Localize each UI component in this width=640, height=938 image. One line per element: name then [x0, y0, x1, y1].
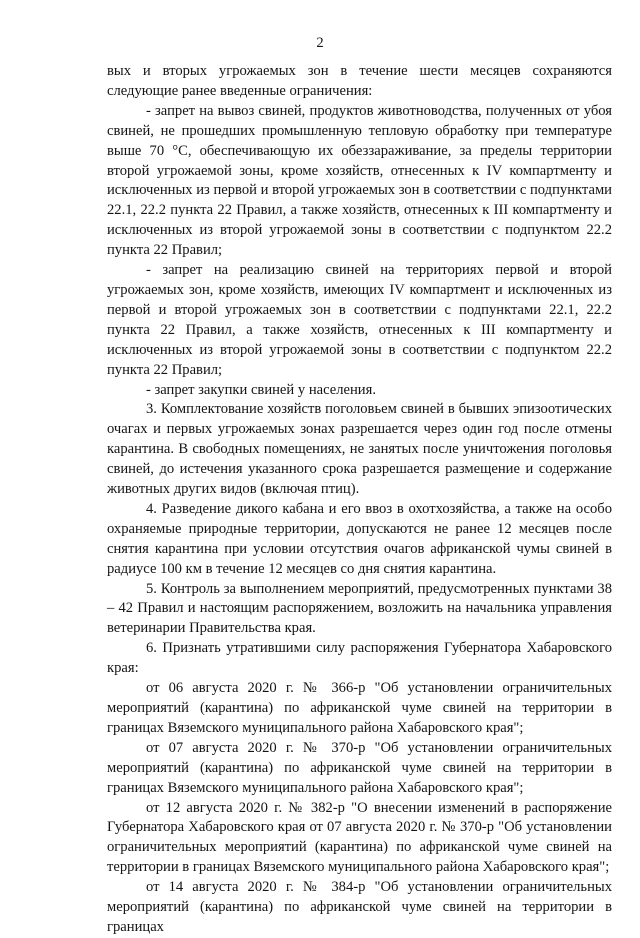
paragraph-order-382: от 12 августа 2020 г. № 382-р "О внесении изменений в распоряжение Губернатора Хабаровского края от 07 августа 2020 г. № 370-р "Об установлении ограничительных мероприятий (карантина) по африканской чуме свиней на территории в границах Вяземского муниципального района Хабаровского края"; [107, 799, 612, 876]
paragraph-restriction-purchase: - запрет закупки свиней у населения. [146, 381, 376, 398]
paragraph-item-4: 4. Разведение дикого кабана и его ввоз в охотхозяйства, а также на особо охраняемые природные территории, допускаются не ранее 12 месяцев после снятия карантина при условии отсутствия очагов африканской чумы свиней в радиусе 100 км в течение 12 месяцев со дня снятия карантина. [107, 500, 612, 577]
paragraph-restriction-export: - запрет на вывоз свиней, продуктов животноводства, полученных от убоя свиней, не прошедших промышленную тепловую обработку при температуре выше 70 °С, обеспечивающую их обеззараживание, за пределы территории второй угрожаемой зоны, кроме хозяйств, отнесенных к IV компартменту и исключенных из первой и второй угрожаемых зон в соответствии с подпунктами 22.1, 22.2 пункта 22 Правил, а также хозяйств, отнесенных к III компартменту и исключенных из второй угрожаемой зоны в соответствии с подпунктом 22.2 пункта 22 Правил; [107, 102, 612, 259]
paragraph-item-6: 6. Признать утратившими силу распоряжения Губернатора Хабаровского края: [107, 640, 612, 677]
paragraph-continuation: вых и вторых угрожаемых зон в течение шести месяцев сохраняются следующие ранее введенные ограничения: [107, 63, 612, 99]
paragraph-item-5: 5. Контроль за выполнением мероприятий, предусмотренных пунктами 38 – 42 Правил и настоящим распоряжением, возложить на начальника управления ветеринарии Правительства края. [107, 580, 612, 637]
paragraph-restriction-sale: - запрет на реализацию свиней на территориях первой и второй угрожаемых зон, кроме хозяйств, имеющих IV компартмент и исключенных из первой и второй угрожаемых зон в соответствии с подпунктами 22.1, 22.2 пункта 22 Правил, а также хозяйств, отнесенных к III компартменту и исключенных из второй угрожаемой зоны в соответствии с подпунктом 22.2 пункта 22 Правил; [107, 262, 612, 378]
document-body [107, 62, 612, 938]
paragraph-order-366: от 06 августа 2020 г. № 366-р "Об установлении ограничительных мероприятий (карантина) по африканской чуме свиней на территории в границах Вяземского муниципального района Хабаровского края"; [107, 680, 612, 736]
page-number: 2 [316, 35, 324, 51]
paragraph-item-3: 3. Комплектование хозяйств поголовьем свиней в бывших эпизоотических очагах и первых угрожаемых зонах разрешается через один год после отмены карантина. В свободных помещениях, не занятых после уничтожения поголовья свиней, до истечения указанного срока разрешается размещение и содержание животных других видов (включая птиц). [107, 401, 612, 498]
paragraph-order-370: от 07 августа 2020 г. № 370-р "Об установлении ограничительных мероприятий (карантина) по африканской чуме свиней на территории в границах Вяземского муниципального района Хабаровского края"; [107, 739, 612, 796]
paragraph-order-384: от 14 августа 2020 г. № 384-р "Об установлении ограничительных мероприятий (карантина) по африканской чуме свиней на территории в границах [107, 879, 612, 935]
